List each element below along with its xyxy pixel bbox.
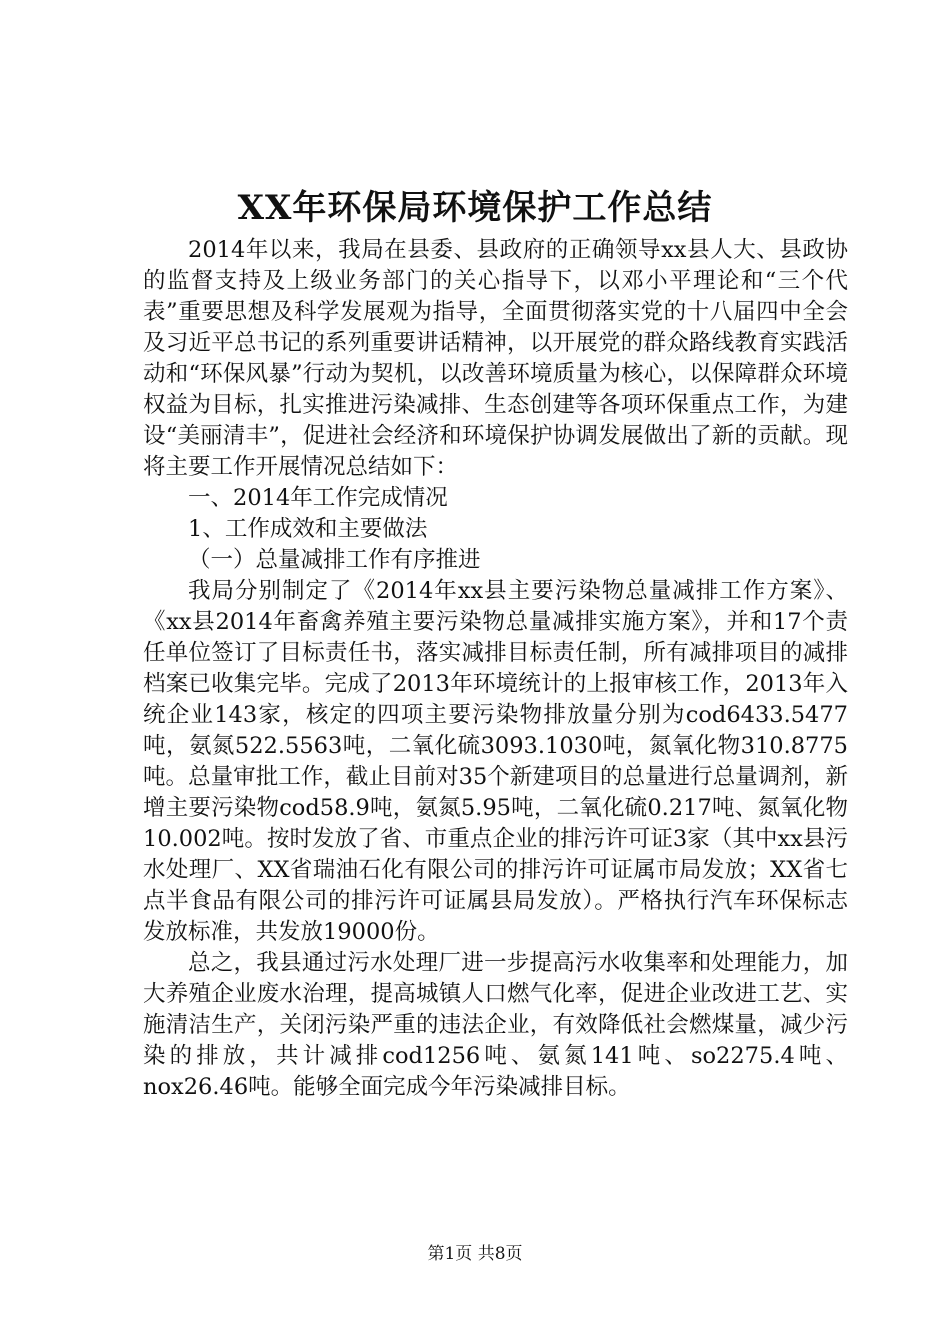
emission-reduction-paragraph: 我局分别制定了《2014年xx县主要污染物总量减排工作方案》、《xx县2014年畜禽养殖主要污染物总量减排实施方案》，并和17个责任单位签订了目标责任书，落实减排目标责任制，所有减排项目的减排档案已收集完毕。完成了2013年环境统计的上报审核工作，2013年入统企业143家，核定的四项主要污染物排放量分别为cod6433.5477吨，氨氮522.5563吨，二氧化硫3093.1030吨，氮氧化物310.8775吨。总量审批工作，截止目前对35个新建项目的总量进行总量调剂，新增主要污染物cod58.9吨，氨氮5.95吨，二氧化硫0.217吨、氮氧化物10.002吨。按时发放了省、市重点企业的排污许可证3家（其中xx县污水处理厂、XX省瑞油石化有限公司的排污许可证属市局发放；XX省七点半食品有限公司的排污许可证属县局发放）。严格执行汽车环保标志发放标准，共发放19000份。 [143, 578, 848, 945]
subsection-heading: 1、工作成效和主要做法 [188, 516, 428, 542]
document-body [143, 235, 848, 1103]
item-heading: （一）总量减排工作有序推进 [188, 547, 481, 573]
intro-paragraph: 2014年以来，我局在县委、县政府的正确领导xx县人大、县政协的监督支持及上级业务部门的关心指导下，以邓小平理论和“三个代表”重要思想及科学发展观为指导，全面贯彻落实党的十八届四中全会及习近平总书记的系列重要讲话精神，以开展党的群众路线教育实践活动和“环保风暴”行动为契机，以改善环境质量为核心，以保障群众环境权益为目标，扎实推进污染减排、生态创建等各项环保重点工作，为建设“美丽清丰”，促进社会经济和环境保护协调发展做出了新的贡献。现将主要工作开展情况总结如下： [143, 237, 848, 480]
section-heading: 一、2014年工作完成情况 [188, 485, 448, 511]
page-number: 第1页 共8页 [427, 1244, 523, 1264]
document-title: XX年环保局环境保护工作总结 [237, 188, 713, 228]
summary-paragraph: 总之，我县通过污水处理厂进一步提高污水收集率和处理能力，加大养殖企业废水治理，提高城镇人口燃气化率，促进企业改进工艺、实施清洁生产，关闭污染严重的违法企业，有效降低社会燃煤量，减少污染的排放，共计减排cod1256吨、氨氮141吨、so2275.4吨、nox26.46吨。能够全面完成今年污染减排目标。 [143, 950, 848, 1100]
